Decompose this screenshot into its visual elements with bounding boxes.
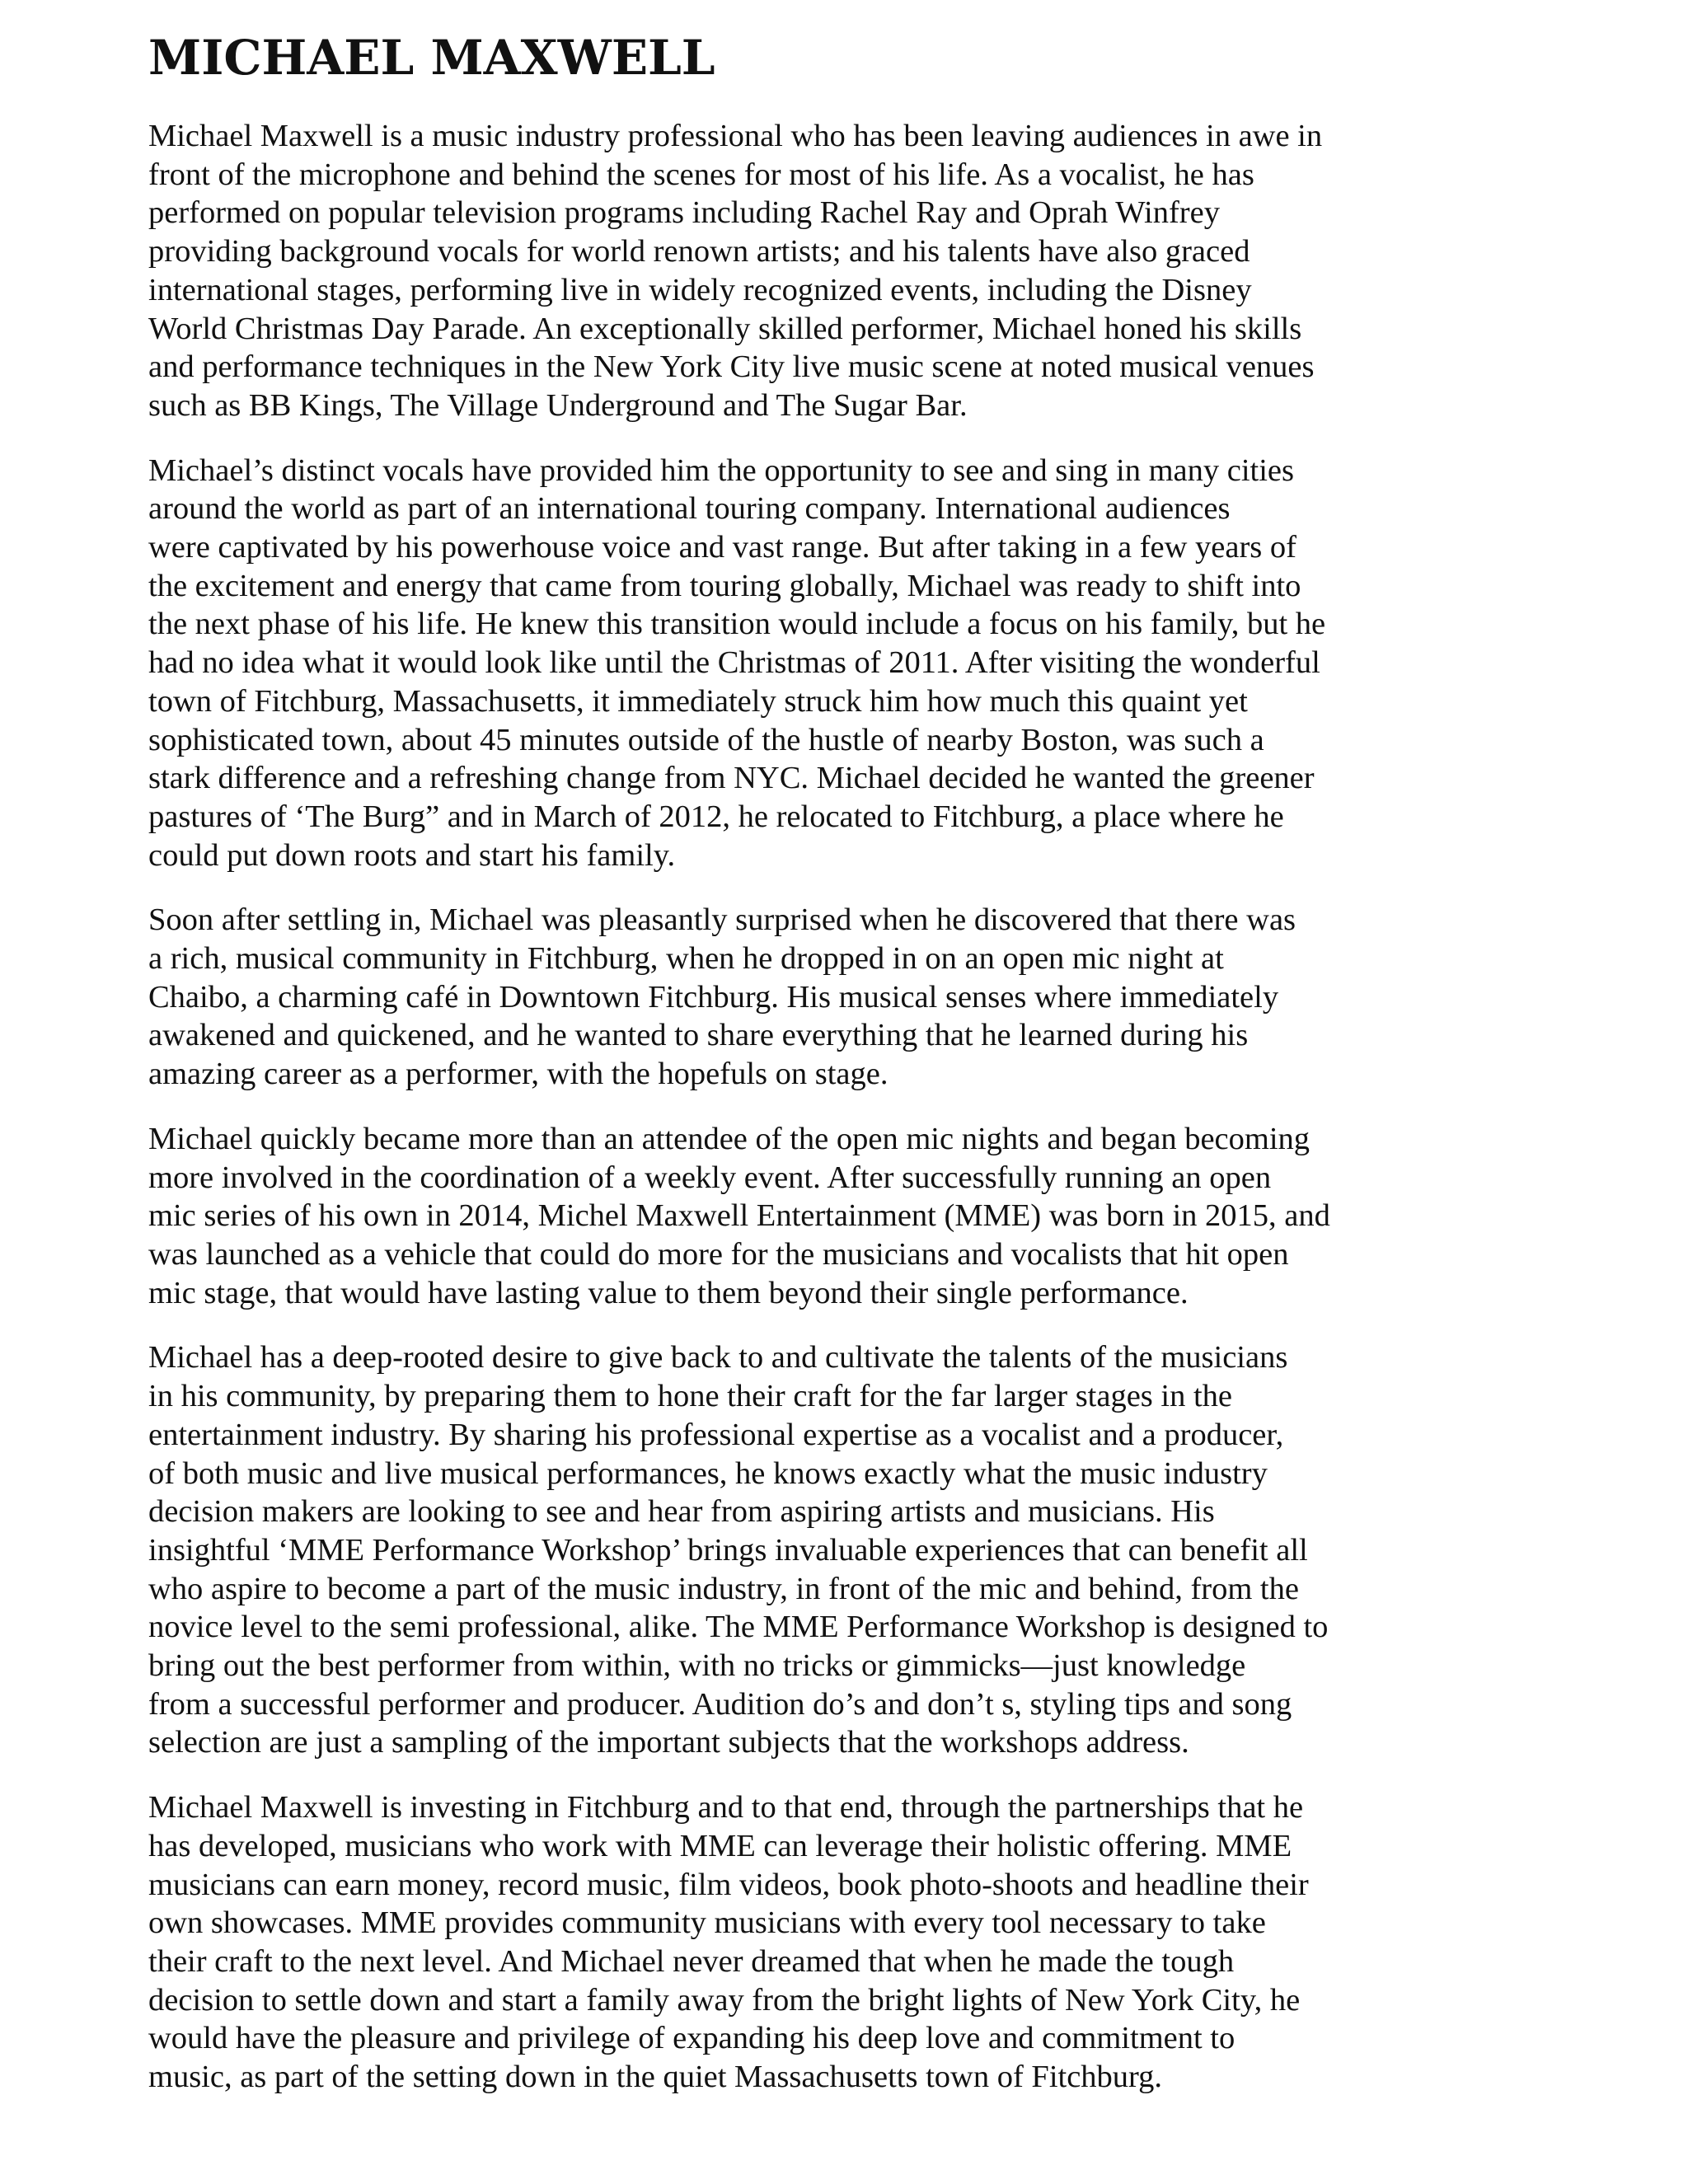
- text-line: in his community, by preparing them to hone their craft for the far larger stages in the: [148, 1379, 1233, 1414]
- paragraph-mme-origin: [148, 1120, 1434, 1313]
- text-line: front of the microphone and behind the scenes for most of his life. As a vocalist, he has: [148, 157, 1254, 192]
- text-line: own showcases. MME provides community musicians with every tool necessary to take: [148, 1905, 1266, 1941]
- text-line: their craft to the next level. And Michael never dreamed that when he made the tough: [148, 1943, 1235, 1979]
- text-line: who aspire to become a part of the music industry, in front of the mic and behind, from the: [148, 1571, 1299, 1606]
- text-line: around the world as part of an international touring company. International audiences: [148, 491, 1231, 527]
- text-line: providing background vocals for world renown artists; and his talents have also graced: [148, 234, 1250, 269]
- text-line: a rich, musical community in Fitchburg, when he dropped in on an open mic night at: [148, 941, 1224, 977]
- text-line: could put down roots and start his family.: [148, 837, 676, 873]
- text-line: were captivated by his powerhouse voice and vast range. But after taking in a few years of: [148, 530, 1296, 565]
- text-line: novice level to the semi professional, alike. The MME Performance Workshop is designed to: [148, 1610, 1329, 1645]
- document-page: [148, 25, 1434, 2123]
- text-line: was launched as a vehicle that could do more for the musicians and vocalists that hit open: [148, 1236, 1289, 1272]
- text-line: mic series of his own in 2014, Michel Maxwell Entertainment (MME) was born in 2015, and: [148, 1198, 1330, 1234]
- paragraph-workshop: [148, 1338, 1434, 1762]
- text-line: town of Fitchburg, Massachusetts, it immediately struck him how much this quaint yet: [148, 683, 1248, 719]
- text-line: World Christmas Day Parade. An exceptionally skilled performer, Michael honed his skills: [148, 311, 1302, 346]
- paragraph-community: [148, 901, 1434, 1094]
- text-line: amazing career as a performer, with the hopefuls on stage.: [148, 1057, 889, 1092]
- paragraph-intro: [148, 117, 1434, 425]
- text-line: Michael Maxwell is a music industry professional who has been leaving audiences in awe in: [148, 119, 1323, 153]
- text-line: had no idea what it would look like until the Christmas of 2011. After visiting the wonderful: [148, 645, 1320, 681]
- text-line: has developed, musicians who work with MME can leverage their holistic offering. MME: [148, 1828, 1292, 1863]
- text-line: bring out the best performer from within, with no tricks or gimmicks—just knowledge: [148, 1648, 1246, 1684]
- text-line: sophisticated town, about 45 minutes outside of the hustle of nearby Boston, was such a: [148, 722, 1264, 757]
- text-line: awakened and quickened, and he wanted to share everything that he learned during his: [148, 1018, 1249, 1053]
- text-line: stark difference and a refreshing change from NYC. Michael decided he wanted the greener: [148, 761, 1315, 796]
- paragraph-investing: [148, 1788, 1434, 2097]
- text-line: Michael quickly became more than an attendee of the open mic nights and began becoming: [148, 1121, 1311, 1156]
- text-line: mic stage, that would have lasting value to them beyond their single performance.: [148, 1275, 1189, 1310]
- text-line: international stages, performing live in widely recognized events, including the Disney: [148, 272, 1252, 307]
- text-line: the next phase of his life. He knew this transition would include a focus on his family, but he: [148, 607, 1326, 642]
- text-line: such as BB Kings, The Village Underground and The Sugar Bar.: [148, 387, 968, 423]
- text-line: the excitement and energy that came from touring globally, Michael was ready to shift into: [148, 568, 1301, 603]
- text-line: decision to settle down and start a family away from the bright lights of New York City, he: [148, 1982, 1301, 2018]
- text-line: musicians can earn money, record music, film videos, book photo-shoots and headline their: [148, 1867, 1309, 1902]
- text-line: insightful ‘MME Performance Workshop’ brings invaluable experiences that can benefit all: [148, 1532, 1308, 1568]
- text-line: pastures of ‘The Burg” and in March of 2012, he relocated to Fitchburg, a place where he: [148, 799, 1284, 834]
- text-line: performed on popular television programs including Rachel Ray and Oprah Winfrey: [148, 195, 1220, 231]
- text-line: entertainment industry. By sharing his professional expertise as a vocalist and a producer,: [148, 1417, 1284, 1452]
- text-line: selection are just a sampling of the important subjects that the workshops address.: [148, 1725, 1189, 1760]
- text-line: Michael Maxwell is investing in Fitchburg and to that end, through the partnerships that he: [148, 1790, 1304, 1825]
- paragraph-touring: [148, 452, 1434, 875]
- text-line: Michael has a deep-rooted desire to give back to and cultivate the talents of the musicians: [148, 1340, 1288, 1376]
- text-line: decision makers are looking to see and hear from aspiring artists and musicians. His: [148, 1494, 1215, 1530]
- text-line: and performance techniques in the New York City live music scene at noted musical venues: [148, 349, 1315, 385]
- text-line: music, as part of the setting down in the quiet Massachusetts town of Fitchburg.: [148, 2060, 1163, 2095]
- text-line: more involved in the coordination of a weekly event. After successfully running an open: [148, 1160, 1272, 1195]
- text-line: would have the pleasure and privilege of expanding his deep love and commitment to: [148, 2021, 1236, 2056]
- document-title: MICHAEL MAXWELL: [148, 30, 715, 86]
- text-line: Chaibo, a charming café in Downtown Fitchburg. His musical senses where immediately: [148, 979, 1279, 1015]
- text-line: Soon after settling in, Michael was pleasantly surprised when he discovered that there was: [148, 902, 1296, 938]
- text-line: from a successful performer and producer. Audition do’s and don’t s, styling tips and song: [148, 1686, 1292, 1722]
- text-line: of both music and live musical performances, he knows exactly what the music industry: [148, 1455, 1268, 1491]
- text-line: Michael’s distinct vocals have provided him the opportunity to see and sing in many cities: [148, 452, 1295, 488]
